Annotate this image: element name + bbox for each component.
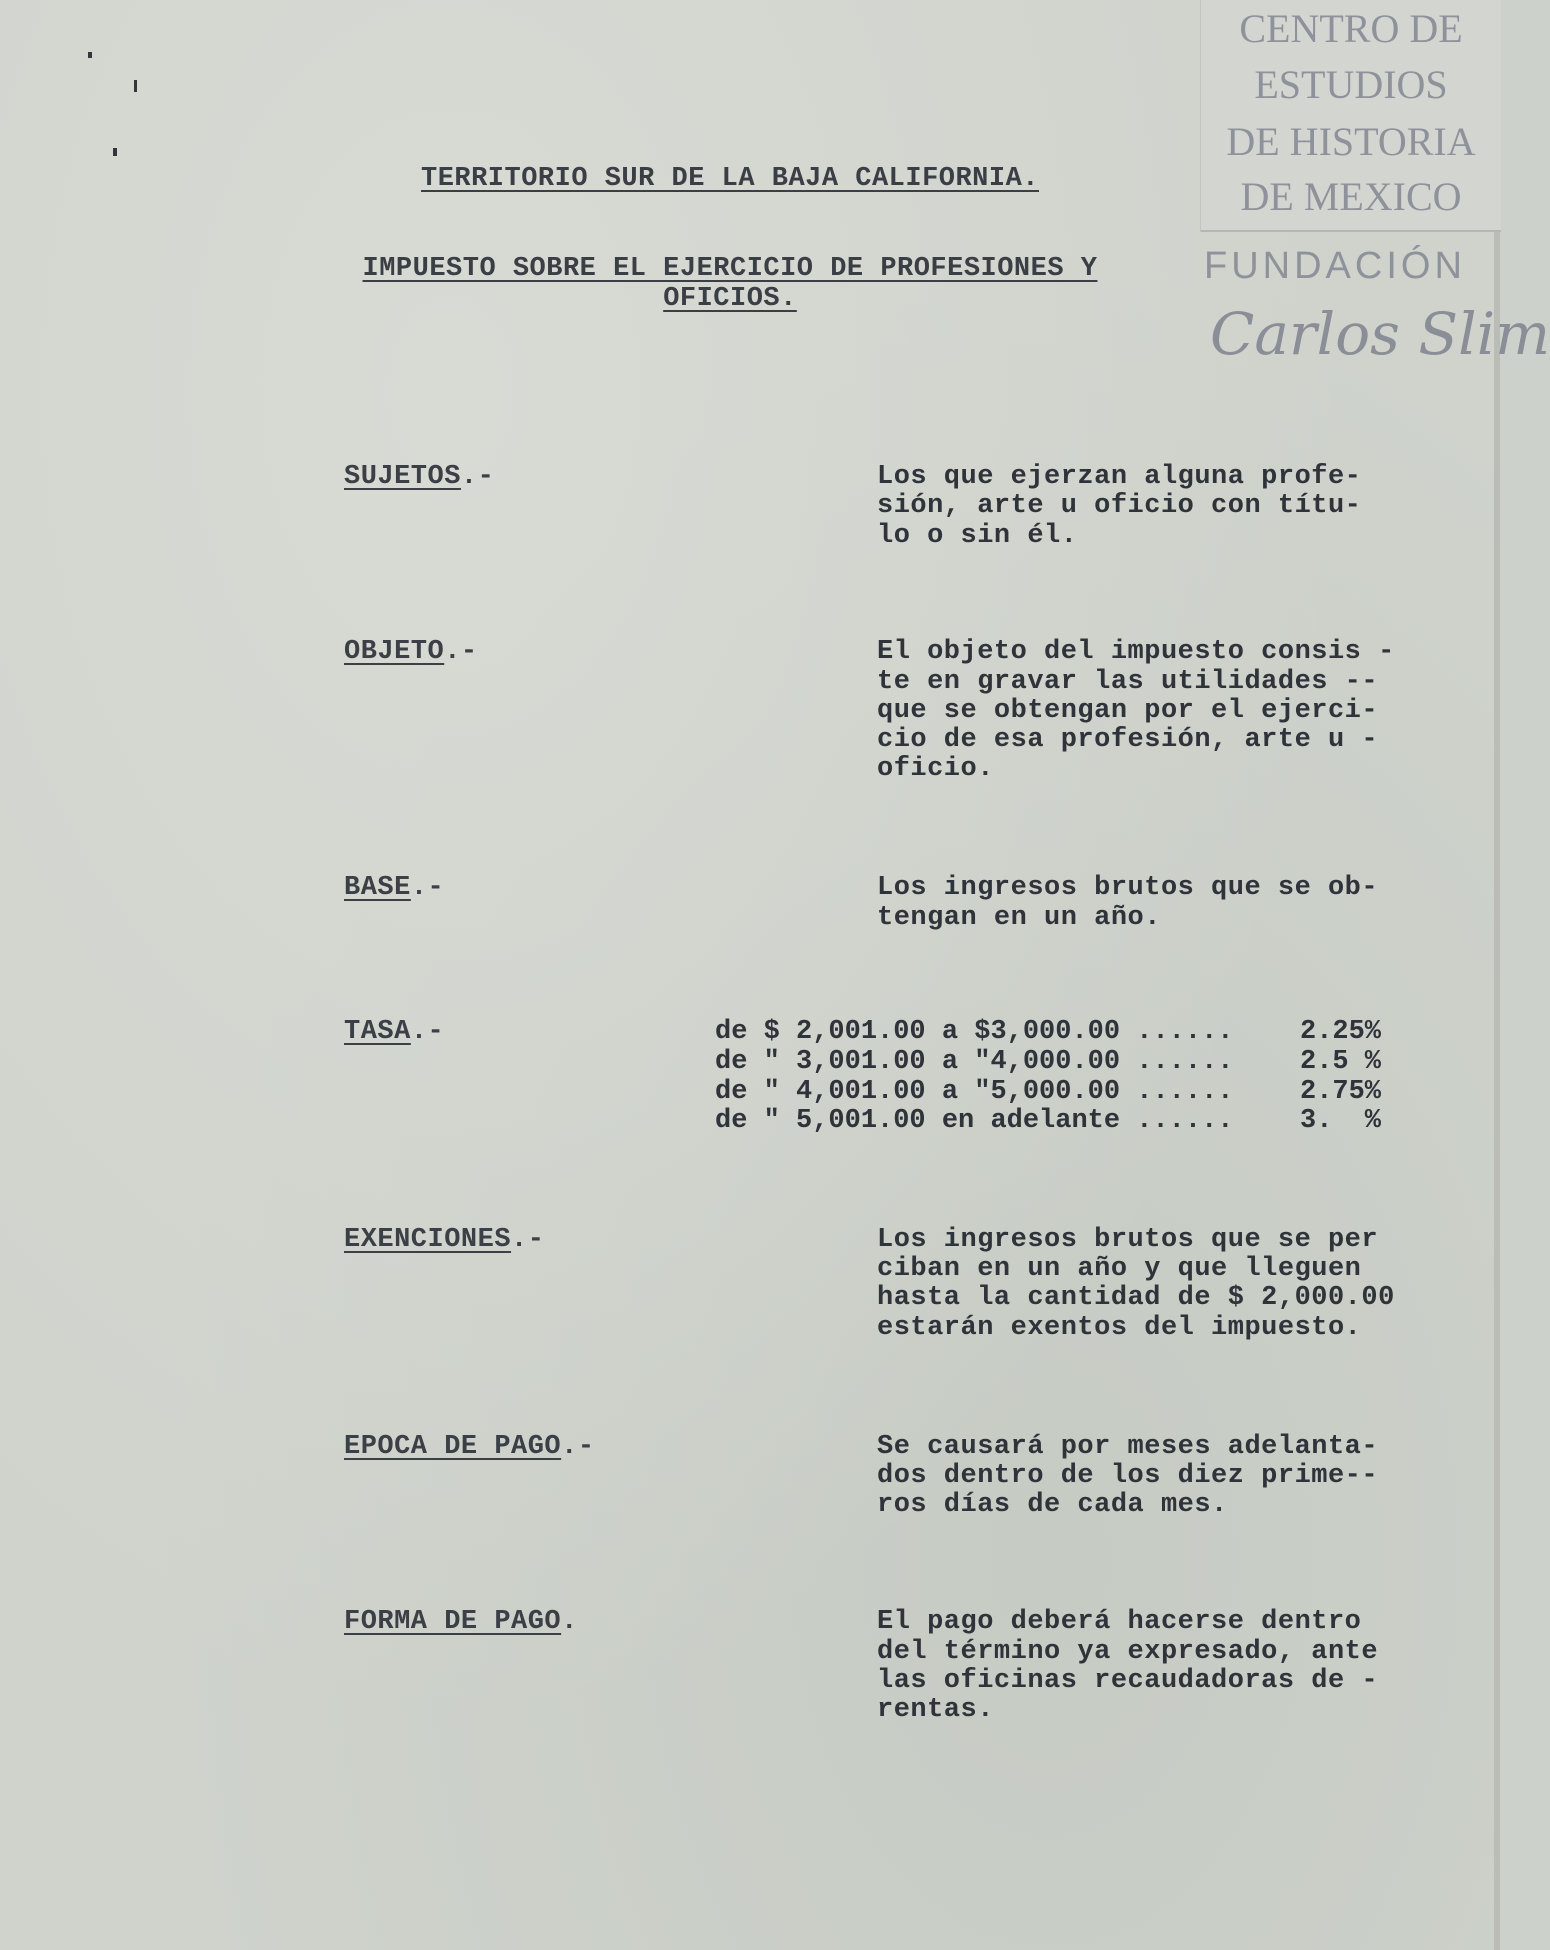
rate-row <box>715 1077 1395 1107</box>
section-text-line: cio de esa profesión, arte u - <box>877 725 1379 755</box>
rate-row <box>715 1106 1395 1136</box>
section-label-objeto: OBJETO.- <box>344 637 478 667</box>
section-text-line: del término ya expresado, ante <box>877 1637 1379 1667</box>
section-label-exenciones: EXENCIONES.- <box>344 1225 545 1255</box>
section-text-line: ros días de cada mes. <box>877 1490 1228 1520</box>
section-text-line: El pago deberá hacerse dentro <box>877 1607 1362 1637</box>
stamp-line: ESTUDIOS <box>1254 62 1448 107</box>
rate-value: 2.75% <box>1300 1077 1382 1107</box>
section-label-epoca-pago: EPOCA DE PAGO.- <box>344 1432 595 1462</box>
section-label-forma-pago: FORMA DE PAGO. <box>344 1607 578 1637</box>
section-label-sujetos: SUJETOS.- <box>344 462 495 492</box>
rate-row <box>715 1017 1395 1047</box>
section-label-tasa: TASA.- <box>344 1017 445 1047</box>
rate-value: 2.25% <box>1300 1017 1382 1047</box>
stamp-line: DE MEXICO <box>1240 174 1462 219</box>
section-label-base: BASE.- <box>344 873 445 903</box>
document-heading: TERRITORIO SUR DE LA BAJA CALIFORNIA. <box>421 164 1039 194</box>
margin-mark <box>134 80 137 92</box>
rate-range: de " 3,001.00 a "4,000.00 ...... <box>715 1047 1234 1077</box>
margin-mark <box>88 52 92 58</box>
section-text-line: Se causará por meses adelanta- <box>877 1432 1379 1462</box>
stamp-divider <box>1201 230 1501 232</box>
section-text-line: estarán exentos del impuesto. <box>877 1313 1362 1343</box>
section-text-line: Los que ejerzan alguna profe- <box>877 462 1362 492</box>
section-text-line: ciban en un año y que lleguen <box>877 1254 1362 1284</box>
section-text-line: Los ingresos brutos que se ob- <box>877 873 1379 903</box>
section-text-line: tengan en un año. <box>877 903 1161 933</box>
archive-stamp <box>1200 0 1501 232</box>
foundation-label: FUNDACIÓN <box>1204 245 1466 287</box>
section-text-line: sión, arte u oficio con títu- <box>877 491 1362 521</box>
section-text-line: oficio. <box>877 754 994 784</box>
section-text-line: hasta la cantidad de $ 2,000.00 <box>877 1283 1395 1313</box>
section-text-line: rentas. <box>877 1695 994 1725</box>
section-text-line: te en gravar las utilidades -- <box>877 667 1379 697</box>
rate-range: de " 4,001.00 a "5,000.00 ...... <box>715 1077 1234 1107</box>
page-edge <box>1494 0 1500 1950</box>
stamp-line: CENTRO DE <box>1239 6 1463 51</box>
section-text-line: que se obtengan por el ejerci- <box>877 696 1379 726</box>
stamp-line: DE HISTORIA <box>1226 119 1476 164</box>
section-text-line: dos dentro de los diez prime-- <box>877 1461 1379 1491</box>
section-text-line: Los ingresos brutos que se per <box>877 1225 1379 1255</box>
rate-range: de " 5,001.00 en adelante ...... <box>715 1106 1234 1136</box>
section-text-line: las oficinas recaudadoras de - <box>877 1666 1379 1696</box>
section-text-line: El objeto del impuesto consis - <box>877 637 1395 667</box>
document-subheading: OFICIOS. <box>663 284 797 314</box>
document-subheading: IMPUESTO SOBRE EL EJERCICIO DE PROFESIONES Y <box>362 254 1098 284</box>
section-text-line: lo o sin él. <box>877 521 1078 551</box>
rate-value: 3. % <box>1300 1106 1382 1136</box>
margin-mark <box>113 148 117 156</box>
rate-row <box>715 1047 1395 1077</box>
rate-value: 2.5 % <box>1300 1047 1382 1077</box>
rate-range: de $ 2,001.00 a $3,000.00 ...... <box>715 1017 1234 1047</box>
signature-logo: Carlos Slim <box>1210 300 1550 368</box>
